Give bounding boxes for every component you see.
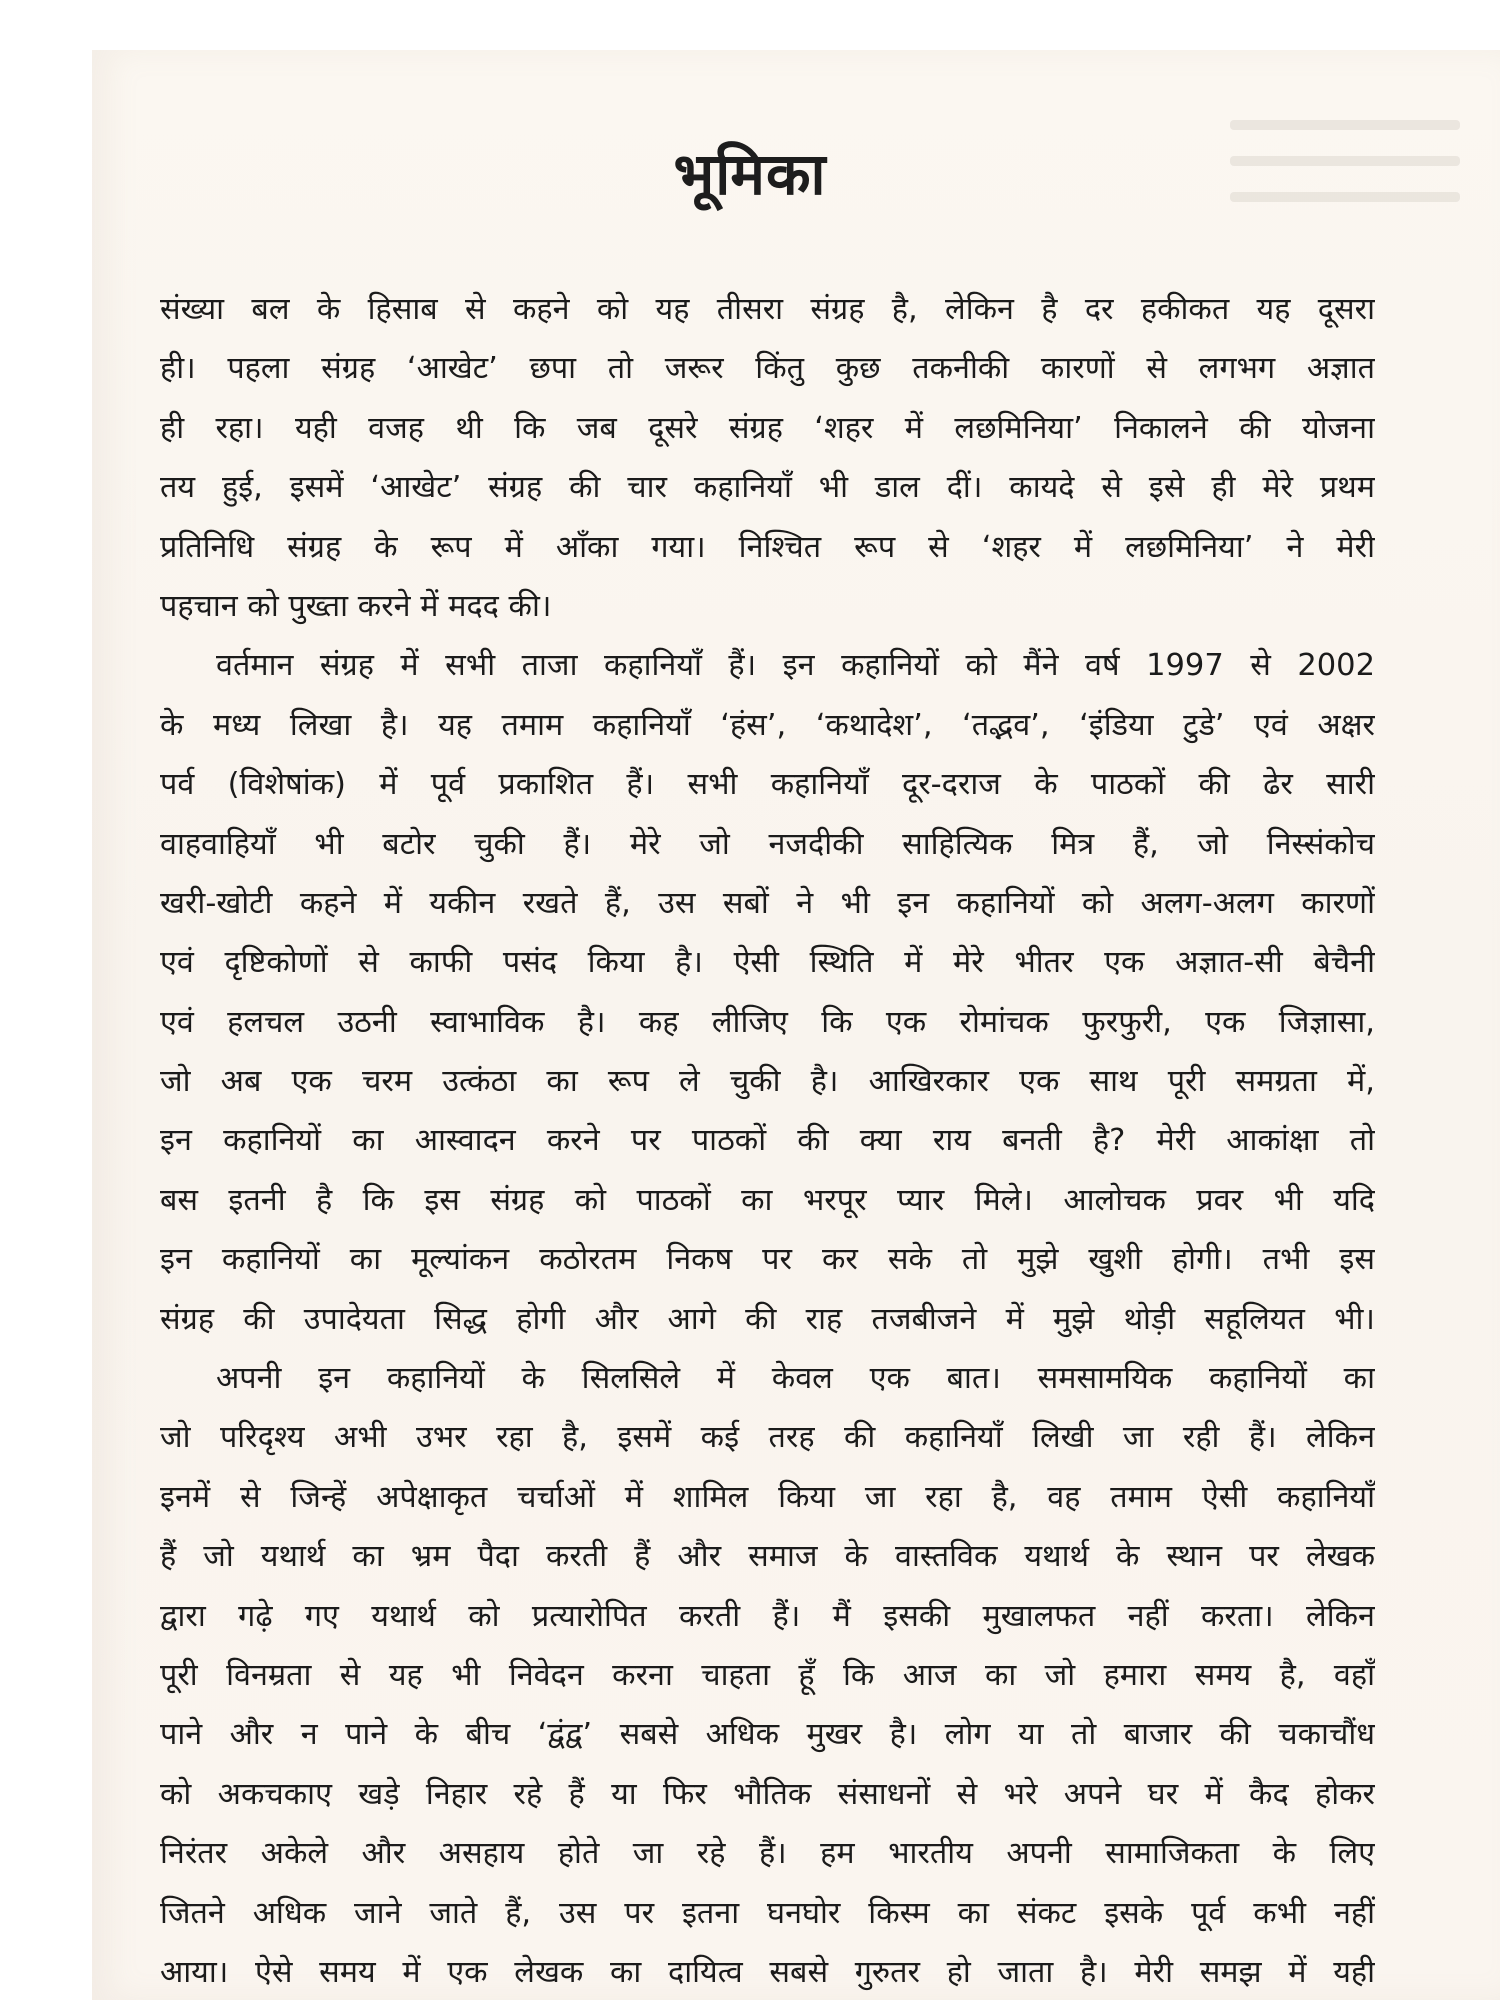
body-text bbox=[160, 280, 1375, 2002]
text-line: प्रतिनिधि संग्रह के रूप में आँका गया। निश्चित रूप से ‘शहर में लछमिनिया’ ने मेरी bbox=[160, 529, 1375, 565]
text-line: द्वारा गढ़े गए यथार्थ को प्रत्यारोपित करती हैं। मैं इसकी मुखालफत नहीं करता। लेकिन bbox=[160, 1598, 1375, 1634]
text-line: आया। ऐसे समय में एक लेखक का दायित्व सबसे गुरुतर हो जाता है। मेरी समझ में यही bbox=[160, 1954, 1375, 1990]
text-line: हैं जो यथार्थ का भ्रम पैदा करती हैं और समाज के वास्तविक यथार्थ के स्थान पर लेखक bbox=[160, 1539, 1375, 1575]
text-line: पर्व (विशेषांक) में पूर्व प्रकाशित हैं। सभी कहानियाँ दूर-दराज के पाठकों की ढेर सारी bbox=[160, 767, 1375, 803]
text-line: ही रहा। यही वजह थी कि जब दूसरे संग्रह ‘शहर में लछमिनिया’ निकालने की योजना bbox=[160, 410, 1375, 446]
text-line: जितने अधिक जाने जाते हैं, उस पर इतना घनघोर किस्म का संकट इसके पूर्व कभी नहीं bbox=[160, 1895, 1375, 1931]
text-line: तय हुई, इसमें ‘आखेट’ संग्रह की चार कहानियाँ भी डाल दीं। कायदे से इसे ही मेरे प्रथम bbox=[160, 470, 1375, 506]
text-line: इन कहानियों का मूल्यांकन कठोरतम निकष पर कर सके तो मुझे खुशी होगी। तभी इस bbox=[160, 1242, 1375, 1278]
text-line: इनमें से जिन्हें अपेक्षाकृत चर्चाओं में शामिल किया जा रहा है, वह तमाम ऐसी कहानियाँ bbox=[160, 1479, 1375, 1515]
text-line: अपनी इन कहानियों के सिलसिले में केवल एक बात। समसामयिक कहानियों का bbox=[216, 1361, 1375, 1397]
text-line: एवं दृष्टिकोणों से काफी पसंद किया है। ऐसी स्थिति में मेरे भीतर एक अज्ञात-सी बेचैनी bbox=[160, 945, 1375, 981]
text-line: इन कहानियों का आस्वादन करने पर पाठकों की क्या राय बनती है? मेरी आकांक्षा तो bbox=[160, 1123, 1375, 1159]
text-line: वाहवाहियाँ भी बटोर चुकी हैं। मेरे जो नजदीकी साहित्यिक मित्र हैं, जो निस्संकोच bbox=[160, 826, 1375, 862]
text-line: जो परिदृश्य अभी उभर रहा है, इसमें कई तरह की कहानियाँ लिखी जा रही हैं। लेकिन bbox=[160, 1420, 1375, 1456]
text-line: संख्या बल के हिसाब से कहने को यह तीसरा संग्रह है, लेकिन है दर हकीकत यह दूसरा bbox=[160, 292, 1375, 327]
text-line: के मध्य लिखा है। यह तमाम कहानियाँ ‘हंस’, ‘कथादेश’, ‘तद्भव’, ‘इंडिया टुडे’ एवं अक्षर bbox=[160, 707, 1375, 743]
text-line: पूरी विनम्रता से यह भी निवेदन करना चाहता हूँ कि आज का जो हमारा समय है, वहाँ bbox=[160, 1657, 1375, 1693]
text-line: निरंतर अकेले और असहाय होते जा रहे हैं। हम भारतीय अपनी सामाजिकता के लिए bbox=[160, 1836, 1375, 1872]
text-line: को अकचकाए खड़े निहार रहे हैं या फिर भौतिक संसाधनों से भरे अपने घर में कैद होकर bbox=[160, 1776, 1375, 1812]
text-line: पाने और न पाने के बीच ‘द्वंद्व’ सबसे अधिक मुखर है। लोग या तो बाजार की चकाचौंध bbox=[160, 1717, 1375, 1753]
text-line: पहचान को पुख्ता करने में मदद की। bbox=[160, 588, 552, 624]
text-line: बस इतनी है कि इस संग्रह को पाठकों का भरपूर प्यार मिले। आलोचक प्रवर भी यदि bbox=[160, 1182, 1375, 1218]
text-line: ही। पहला संग्रह ‘आखेट’ छपा तो जरूर किंतु कुछ तकनीकी कारणों से लगभग अज्ञात bbox=[160, 351, 1375, 387]
text-line: संग्रह की उपादेयता सिद्ध होगी और आगे की राह तजबीजने में मुझे थोड़ी सहूलियत भी। bbox=[160, 1301, 1375, 1337]
page-title: भूमिका bbox=[673, 140, 827, 208]
text-line: एवं हलचल उठनी स्वाभाविक है। कह लीजिए कि एक रोमांचक फुरफुरी, एक जिज्ञासा, bbox=[160, 1004, 1375, 1040]
text-line: खरी-खोटी कहने में यकीन रखते हैं, उस सबों ने भी इन कहानियों को अलग-अलग कारणों bbox=[160, 885, 1375, 921]
text-line: वर्तमान संग्रह में सभी ताजा कहानियाँ हैं। इन कहानियों को मैंने वर्ष 1997 से 2002 bbox=[216, 648, 1375, 684]
text-line: जो अब एक चरम उत्कंठा का रूप ले चुकी है। आखिरकार एक साथ पूरी समग्रता में, bbox=[160, 1064, 1375, 1100]
